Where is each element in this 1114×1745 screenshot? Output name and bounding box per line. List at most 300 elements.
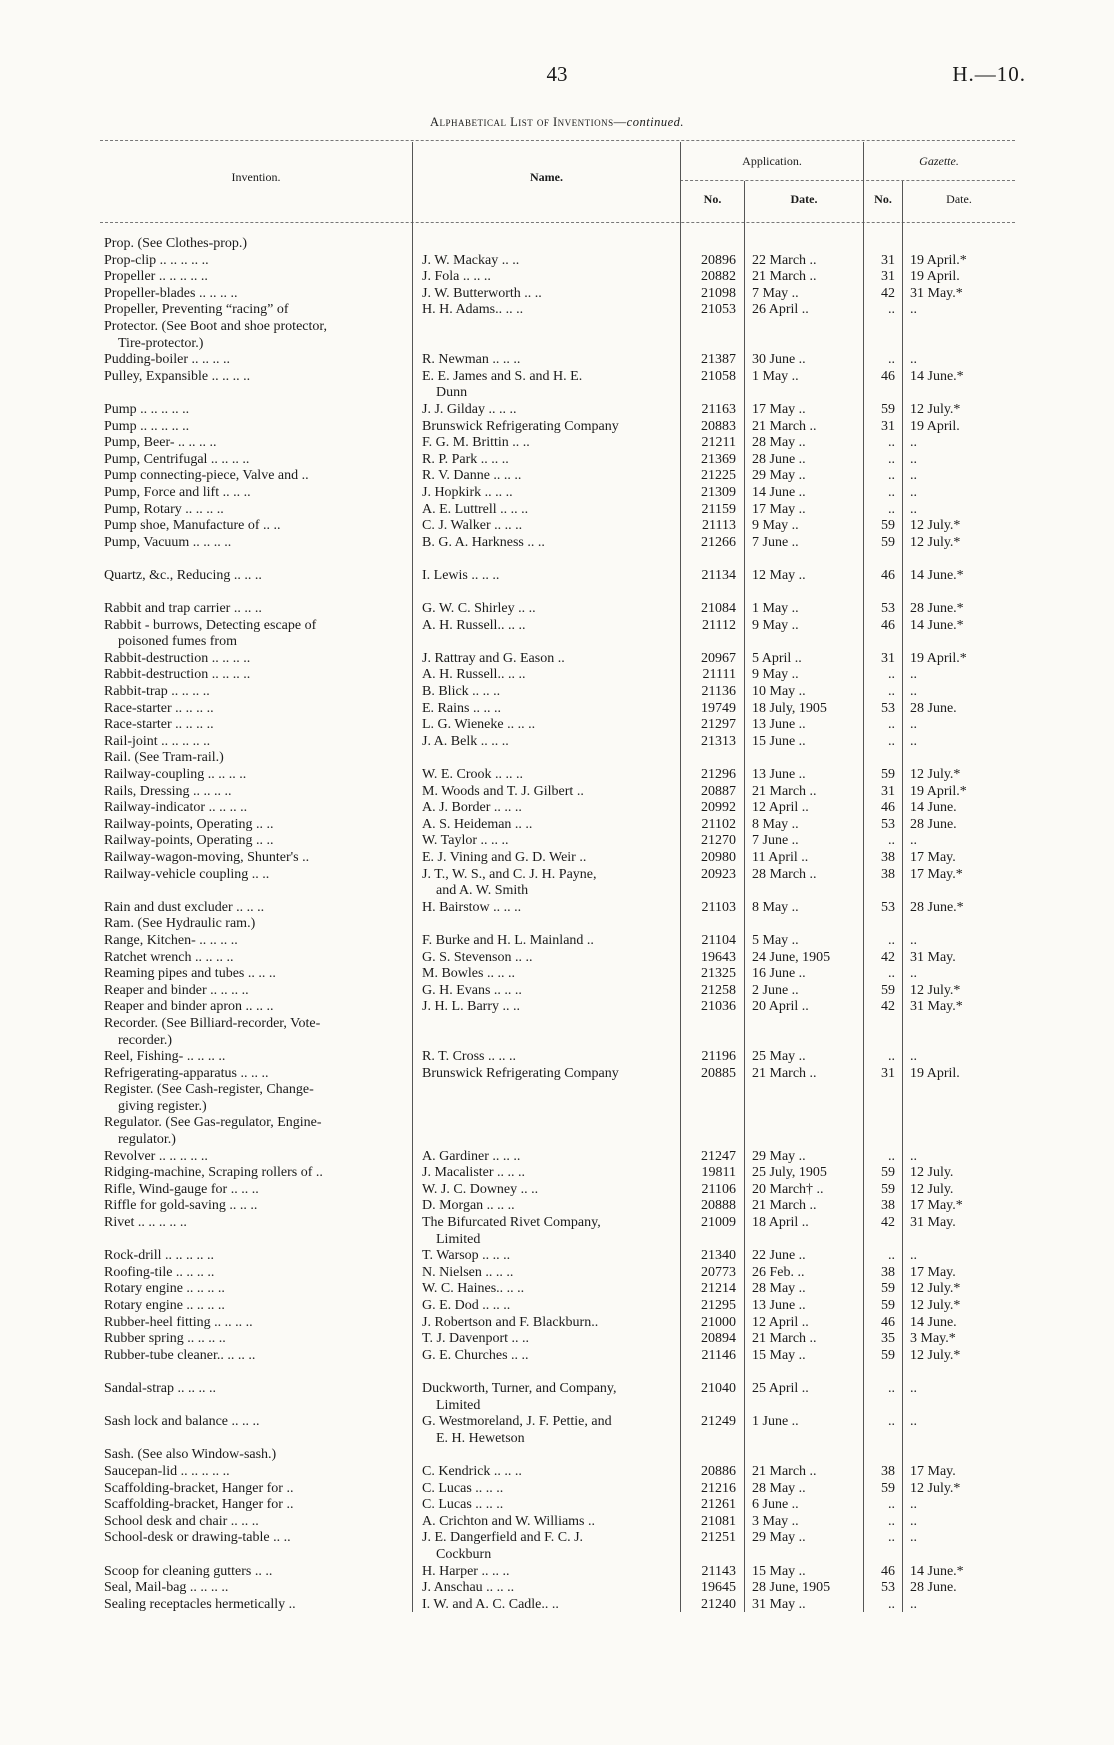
application-date-cell: 5 May .. <box>752 932 799 948</box>
table-row <box>0 419 1114 436</box>
gazette-number-cell: 42 <box>881 999 895 1015</box>
gazette-number-cell: 35 <box>881 1331 895 1347</box>
invention-cell: Refrigerating-apparatus .. .. .. <box>104 1065 269 1081</box>
application-date-cell: 7 May .. <box>752 285 799 301</box>
gazette-number-cell: 53 <box>881 899 895 915</box>
application-number-cell: 20888 <box>701 1198 736 1214</box>
application-date-cell: 10 May .. <box>752 684 806 700</box>
invention-cell: Railway-points, Operating .. .. <box>104 833 274 849</box>
name-cell: J. H. L. Barry .. .. <box>422 999 520 1015</box>
gazette-date-cell: .. <box>910 733 917 749</box>
invention-cell: Pudding-boiler .. .. .. .. <box>104 352 230 368</box>
gazette-date-cell: .. <box>910 1414 917 1430</box>
table-row <box>0 385 1114 402</box>
application-number-cell: 19643 <box>701 949 736 965</box>
application-date-cell: 12 May .. <box>752 567 806 583</box>
invention-cell: Race-starter .. .. .. .. <box>104 700 214 716</box>
gazette-date-cell: 12 July.* <box>910 767 961 782</box>
table-row <box>0 1082 1114 1099</box>
gazette-date-cell: 17 May.* <box>910 1198 963 1214</box>
invention-cell: Saucepan-lid .. .. .. .. .. <box>104 1463 230 1479</box>
gazette-number-cell: .. <box>888 1513 895 1529</box>
gazette-date-cell: .. <box>910 1497 917 1513</box>
application-date-cell: 21 March .. <box>752 1065 817 1081</box>
invention-cell: Race-starter .. .. .. .. <box>104 717 214 733</box>
invention-cell: Reaper and binder .. .. .. .. <box>104 982 249 998</box>
application-number-cell: 21111 <box>702 667 736 683</box>
application-date-cell: 8 May .. <box>752 899 799 915</box>
gazette-date-cell: 19 April. <box>910 1065 960 1081</box>
gazette-date-cell: 19 April.* <box>910 783 967 799</box>
application-date-cell: 13 June .. <box>752 1298 806 1313</box>
application-number-cell: 21196 <box>701 1049 736 1065</box>
gazette-date-cell: 12 July.* <box>910 401 961 417</box>
name-cell: R. V. Danne .. .. .. <box>422 468 522 484</box>
table-row <box>0 1298 1114 1315</box>
application-date-cell: 28 May .. <box>752 435 806 451</box>
application-date-cell: 22 March .. <box>752 252 817 268</box>
application-date-cell: 21 March .. <box>752 1198 817 1214</box>
application-number-cell: 21247 <box>701 1148 736 1164</box>
invention-cell: Prop. (See Clothes-prop.) <box>104 236 248 251</box>
application-date-cell: 17 May .. <box>752 401 806 417</box>
application-date-cell: 15 June .. <box>752 733 806 749</box>
application-date-cell: 20 March† .. <box>752 1181 824 1197</box>
title-continued: continued. <box>626 115 685 129</box>
gazette-number-cell: .. <box>888 1148 895 1164</box>
name-cell: C. Lucas .. .. .. <box>422 1480 504 1496</box>
application-date-cell: 21 March .. <box>752 1331 817 1347</box>
table-row <box>0 535 1114 552</box>
table-row <box>0 601 1114 618</box>
table-row <box>0 1281 1114 1298</box>
table-row <box>0 1265 1114 1282</box>
name-cell: Limited <box>436 1231 481 1247</box>
gazette-number-cell: 59 <box>881 401 895 417</box>
gazette-date-cell: 12 July. <box>910 1165 954 1181</box>
name-cell: J. Macalister .. .. .. <box>422 1165 526 1181</box>
gazette-number-cell: 59 <box>881 1181 895 1197</box>
application-date-cell: 28 June .. <box>752 451 806 467</box>
gazette-date-cell: 12 July.* <box>910 518 961 534</box>
table-row <box>0 1497 1114 1514</box>
gazette-date-cell: .. <box>910 435 917 451</box>
gazette-date-cell: .. <box>910 1049 917 1065</box>
invention-cell: Railway-vehicle coupling .. .. <box>104 866 270 882</box>
invention-cell: Railway-points, Operating .. .. <box>104 816 274 832</box>
application-date-cell: 22 June .. <box>752 1248 806 1264</box>
application-date-cell: 9 May .. <box>752 617 799 633</box>
name-cell: H. Harper .. .. .. <box>422 1563 510 1579</box>
name-cell: G. W. C. Shirley .. .. <box>422 601 536 617</box>
table-row <box>0 1597 1114 1614</box>
table-row <box>0 1049 1114 1066</box>
name-cell: J. Rattray and G. Eason .. <box>422 650 565 666</box>
table-row <box>0 369 1114 386</box>
header-bottom-rule <box>100 222 1015 223</box>
header-gaz-no: No. <box>874 192 892 206</box>
application-date-cell: 21 March .. <box>752 269 817 285</box>
table-row <box>0 1431 1114 1448</box>
header-application: Application. <box>742 154 802 168</box>
application-number-cell: 20992 <box>701 800 736 816</box>
application-date-cell: 29 May .. <box>752 1148 806 1164</box>
table-row <box>0 1099 1114 1116</box>
name-cell: E. E. James and S. and H. E. <box>422 368 583 384</box>
gazette-date-cell: 12 July. <box>910 1181 954 1197</box>
application-number-cell: 21104 <box>701 932 736 948</box>
gazette-number-cell: .. <box>888 501 895 517</box>
name-cell: G. H. Evans .. .. .. <box>422 982 522 998</box>
gazette-number-cell: 42 <box>881 949 895 965</box>
gazette-date-cell: .. <box>910 468 917 484</box>
table-row <box>0 452 1114 469</box>
application-number-cell: 21251 <box>701 1530 736 1546</box>
gazette-date-cell: 14 June.* <box>910 567 964 583</box>
name-cell: B. G. A. Harkness .. .. <box>422 534 545 550</box>
gazette-date-cell: 14 June. <box>910 800 957 816</box>
table-row <box>0 568 1114 585</box>
application-number-cell: 21249 <box>701 1414 736 1430</box>
invention-cell: Roofing-tile .. .. .. .. <box>104 1264 215 1280</box>
name-cell: J. A. Belk .. .. .. <box>422 733 509 749</box>
name-cell: A. Crichton and W. Williams .. <box>422 1513 596 1529</box>
gazette-number-cell: 38 <box>881 1463 895 1479</box>
table-row <box>0 1547 1114 1564</box>
gazette-date-cell: 28 June.* <box>910 899 964 915</box>
table-row <box>0 253 1114 270</box>
name-cell: J. T., W. S., and C. J. H. Payne, <box>422 866 597 882</box>
application-date-cell: 26 April .. <box>752 302 809 318</box>
application-number-cell: 21313 <box>701 733 736 749</box>
gazette-number-cell: 38 <box>881 1264 895 1280</box>
invention-cell: Rivet .. .. .. .. .. <box>104 1215 187 1231</box>
table-row <box>0 750 1114 767</box>
invention-cell: Ratchet wrench .. .. .. .. <box>104 949 234 965</box>
invention-cell: Pump, Beer- .. .. .. .. <box>104 435 217 451</box>
table-row <box>0 950 1114 967</box>
gazette-date-cell: 12 July.* <box>910 534 961 550</box>
table-row <box>0 784 1114 801</box>
application-number-cell: 20923 <box>701 866 736 882</box>
table-row <box>0 900 1114 917</box>
gazette-number-cell: 46 <box>881 1563 895 1579</box>
invention-cell: Quartz, &c., Reducing .. .. .. <box>104 567 262 583</box>
table-row <box>0 1464 1114 1481</box>
invention-cell: Reaper and binder apron .. .. .. <box>104 999 274 1015</box>
table-row <box>0 468 1114 485</box>
application-number-cell: 20883 <box>701 418 736 434</box>
application-date-cell: 5 April .. <box>752 650 802 666</box>
invention-cell: Rabbit-trap .. .. .. .. <box>104 684 210 700</box>
gazette-date-cell: 12 July.* <box>910 1480 961 1496</box>
application-number-cell: 21146 <box>701 1347 736 1363</box>
application-number-cell: 20885 <box>701 1065 736 1081</box>
gazette-date-cell: .. <box>910 833 917 849</box>
application-number-cell: 21113 <box>702 518 736 534</box>
table-row <box>0 1447 1114 1464</box>
application-number-cell: 21106 <box>701 1181 736 1197</box>
gazette-date-cell: 19 April. <box>910 269 960 285</box>
gazette-date-cell: .. <box>910 966 917 982</box>
invention-cell: Rail-joint .. .. .. .. .. <box>104 733 211 749</box>
application-date-cell: 2 June .. <box>752 982 799 998</box>
invention-cell: Rubber-heel fitting .. .. .. .. <box>104 1314 253 1330</box>
application-number-cell: 21098 <box>701 285 736 301</box>
page-number: 43 <box>546 62 568 86</box>
gazette-number-cell: 31 <box>881 1065 895 1081</box>
invention-cell: Pump, Vacuum .. .. .. .. <box>104 534 232 550</box>
invention-cell: Reaming pipes and tubes .. .. .. <box>104 966 276 982</box>
table-row <box>0 817 1114 834</box>
name-cell: C. Lucas .. .. .. <box>422 1497 504 1513</box>
invention-cell: Rotary engine .. .. .. .. <box>104 1298 225 1313</box>
name-cell: and A. W. Smith <box>436 883 529 899</box>
name-cell: I. Lewis .. .. .. <box>422 567 500 583</box>
header-top-rule <box>100 140 1015 141</box>
name-cell: Limited <box>436 1397 481 1413</box>
gazette-date-cell: .. <box>910 717 917 733</box>
application-number-cell: 21216 <box>701 1480 736 1496</box>
application-number-cell: 21211 <box>701 435 736 451</box>
gazette-number-cell: .. <box>888 966 895 982</box>
table-row <box>0 1182 1114 1199</box>
table-row <box>0 651 1114 668</box>
application-number-cell: 20886 <box>701 1463 736 1479</box>
application-date-cell: 24 June, 1905 <box>752 949 831 965</box>
table-row <box>0 999 1114 1016</box>
application-date-cell: 18 July, 1905 <box>752 700 827 716</box>
gazette-date-cell: 17 May.* <box>910 866 963 882</box>
application-number-cell: 21240 <box>701 1596 736 1612</box>
application-date-cell: 6 June .. <box>752 1497 799 1513</box>
table-row <box>0 1514 1114 1531</box>
header-app-date: Date. <box>790 192 818 206</box>
gazette-date-cell: 14 June.* <box>910 368 964 384</box>
document-reference: H.—10. <box>952 62 1026 86</box>
gazette-number-cell: .. <box>888 1596 895 1612</box>
table-row <box>0 551 1114 568</box>
application-number-cell: 21297 <box>701 717 736 733</box>
name-cell: W. Taylor .. .. .. <box>422 833 509 849</box>
gazette-number-cell: 59 <box>881 767 895 782</box>
gazette-date-cell: .. <box>910 451 917 467</box>
gazette-number-cell: 46 <box>881 617 895 633</box>
invention-cell: Rotary engine .. .. .. .. <box>104 1281 225 1297</box>
gazette-number-cell: 31 <box>881 269 895 285</box>
application-number-cell: 21387 <box>701 352 736 368</box>
application-date-cell: 17 May .. <box>752 501 806 517</box>
name-cell: J. E. Dangerfield and F. C. J. <box>422 1530 584 1546</box>
gazette-number-cell: 31 <box>881 650 895 666</box>
name-cell: C. J. Walker .. .. .. <box>422 518 523 534</box>
invention-cell: Tire-protector.) <box>118 335 204 351</box>
invention-cell: Propeller, Preventing “racing” of <box>104 302 289 318</box>
invention-cell: Scaffolding-bracket, Hanger for .. <box>104 1480 294 1496</box>
table-row <box>0 850 1114 867</box>
application-date-cell: 9 May .. <box>752 518 799 534</box>
header-gazette: Gazette. <box>919 154 959 168</box>
table-row <box>0 502 1114 519</box>
name-cell: H. H. Adams.. .. .. <box>422 302 524 318</box>
gazette-number-cell: 59 <box>881 982 895 998</box>
gazette-date-cell: 14 June.* <box>910 1563 964 1579</box>
gazette-number-cell: .. <box>888 717 895 733</box>
application-number-cell: 21225 <box>701 468 736 484</box>
gazette-number-cell: 53 <box>881 700 895 716</box>
application-number-cell: 21295 <box>701 1298 736 1313</box>
invention-cell: Rabbit-destruction .. .. .. .. <box>104 650 251 666</box>
name-cell: R. T. Cross .. .. .. <box>422 1049 516 1065</box>
application-number-cell: 21058 <box>701 368 736 384</box>
gazette-number-cell: .. <box>888 484 895 500</box>
table-row <box>0 634 1114 651</box>
table-row <box>0 916 1114 933</box>
name-cell: N. Nielsen .. .. .. <box>422 1264 514 1280</box>
invention-cell: Seal, Mail-bag .. .. .. .. <box>104 1580 229 1596</box>
invention-cell: Register. (See Cash-register, Change- <box>104 1082 314 1098</box>
invention-cell: Pump, Force and lift .. .. .. <box>104 484 251 500</box>
invention-cell: Railway-indicator .. .. .. .. <box>104 800 248 816</box>
name-cell: J. Robertson and F. Blackburn.. <box>422 1314 599 1330</box>
gazette-date-cell: 31 May. <box>910 1215 956 1231</box>
gazette-date-cell: .. <box>910 1513 917 1529</box>
table-row <box>0 1348 1114 1365</box>
name-cell: J. Fola .. .. .. <box>422 269 491 285</box>
table-row <box>0 1481 1114 1498</box>
gazette-date-cell: .. <box>910 667 917 683</box>
table-row <box>0 1215 1114 1232</box>
name-cell: M. Woods and T. J. Gilbert .. <box>422 783 584 799</box>
table-row <box>0 1132 1114 1149</box>
table-row <box>0 584 1114 601</box>
gazette-number-cell: 38 <box>881 849 895 865</box>
application-date-cell: 20 April .. <box>752 999 809 1015</box>
table-row <box>0 1198 1114 1215</box>
table-row <box>0 684 1114 701</box>
gazette-date-cell: .. <box>910 684 917 700</box>
table-row <box>0 1033 1114 1050</box>
table-row <box>0 402 1114 419</box>
name-cell: G. E. Churches .. .. <box>422 1347 529 1363</box>
gazette-date-cell: 28 June. <box>910 700 957 716</box>
invention-cell: Sash lock and balance .. .. .. <box>104 1414 260 1430</box>
application-date-cell: 16 June .. <box>752 966 806 982</box>
gazette-date-cell: 31 May. <box>910 949 956 965</box>
inventions-table-body <box>0 236 1114 1613</box>
name-cell: A. J. Border .. .. .. <box>422 800 522 816</box>
table-row <box>0 269 1114 286</box>
application-number-cell: 21163 <box>701 401 736 417</box>
invention-cell: Rifle, Wind-gauge for .. .. .. <box>104 1181 259 1197</box>
header-gaz-date: Date. <box>946 192 972 206</box>
table-row <box>0 1530 1114 1547</box>
table-row <box>0 1248 1114 1265</box>
application-number-cell: 21270 <box>701 833 736 849</box>
gazette-number-cell: .. <box>888 1248 895 1264</box>
gazette-number-cell: .. <box>888 468 895 484</box>
invention-cell: Pump .. .. .. .. .. <box>104 418 190 434</box>
invention-cell: Recorder. (See Billiard-recorder, Vote- <box>104 1015 321 1031</box>
gazette-number-cell: .. <box>888 1380 895 1396</box>
name-cell: T. J. Davenport .. .. <box>422 1331 530 1347</box>
table-row <box>0 1115 1114 1132</box>
invention-cell: giving register.) <box>118 1098 207 1114</box>
gazette-number-cell: 46 <box>881 1314 895 1330</box>
name-cell: E. H. Hewetson <box>436 1430 525 1446</box>
invention-cell: Revolver .. .. .. .. .. <box>104 1148 208 1164</box>
gazette-date-cell: 17 May. <box>910 1264 956 1280</box>
gazette-number-cell: 59 <box>881 1298 895 1313</box>
application-date-cell: 15 May .. <box>752 1347 806 1363</box>
application-date-cell: 31 May .. <box>752 1596 806 1612</box>
application-date-cell: 11 April .. <box>752 849 809 865</box>
application-date-cell: 18 April .. <box>752 1215 809 1231</box>
gazette-number-cell: .. <box>888 1530 895 1546</box>
application-number-cell: 20894 <box>701 1331 736 1347</box>
invention-cell: Pump shoe, Manufacture of .. .. <box>104 518 281 534</box>
gazette-date-cell: 3 May.* <box>910 1331 956 1347</box>
gazette-number-cell: .. <box>888 733 895 749</box>
gazette-date-cell: .. <box>910 501 917 517</box>
application-date-cell: 14 June .. <box>752 484 806 500</box>
application-number-cell: 21309 <box>701 484 736 500</box>
gazette-number-cell: 31 <box>881 783 895 799</box>
name-cell: Brunswick Refrigerating Company <box>422 1065 619 1081</box>
gazette-date-cell: 12 July.* <box>910 982 961 998</box>
name-cell: A. H. Russell.. .. .. <box>422 617 526 633</box>
gazette-number-cell: 59 <box>881 518 895 534</box>
gazette-number-cell: .. <box>888 1414 895 1430</box>
invention-cell: Protector. (See Boot and shoe protector, <box>104 318 327 334</box>
application-number-cell: 21159 <box>701 501 736 517</box>
application-number-cell: 21081 <box>701 1513 736 1529</box>
application-date-cell: 29 May .. <box>752 468 806 484</box>
invention-cell: Scoop for cleaning gutters .. .. <box>104 1563 273 1579</box>
gazette-date-cell: 12 July.* <box>910 1281 961 1297</box>
gazette-number-cell: .. <box>888 932 895 948</box>
table-row <box>0 734 1114 751</box>
name-cell: R. Newman .. .. .. <box>422 352 521 368</box>
application-number-cell: 21266 <box>701 534 736 550</box>
invention-cell: Rain and dust excluder .. .. .. <box>104 899 265 915</box>
name-cell: G. Westmoreland, J. F. Pettie, and <box>422 1414 612 1430</box>
name-cell: E. J. Vining and G. D. Weir .. <box>422 849 587 865</box>
invention-cell: Range, Kitchen- .. .. .. .. <box>104 932 238 948</box>
application-number-cell: 21325 <box>701 966 736 982</box>
gazette-date-cell: 12 July.* <box>910 1298 961 1313</box>
application-number-cell: 21340 <box>701 1248 736 1264</box>
name-cell: A. E. Luttrell .. .. .. <box>422 501 529 517</box>
gazette-number-cell: 42 <box>881 1215 895 1231</box>
invention-cell: Prop-clip .. .. .. .. .. <box>104 252 209 268</box>
gazette-date-cell: 19 April.* <box>910 252 967 268</box>
gazette-date-cell: 19 April.* <box>910 650 967 666</box>
name-cell: J. W. Mackay .. .. <box>422 252 520 268</box>
name-cell: W. E. Crook .. .. .. <box>422 767 523 782</box>
application-number-cell: 21112 <box>702 617 736 633</box>
application-date-cell: 26 Feb. .. <box>752 1264 805 1280</box>
gazette-date-cell: 19 April. <box>910 418 960 434</box>
name-cell: H. Bairstow .. .. .. <box>422 899 522 915</box>
application-number-cell: 21000 <box>701 1314 736 1330</box>
name-cell: Cockburn <box>436 1546 492 1562</box>
invention-cell: Rabbit and trap carrier .. .. .. <box>104 601 262 617</box>
name-cell: D. Morgan .. .. .. <box>422 1198 515 1214</box>
application-number-cell: 21053 <box>701 302 736 318</box>
application-date-cell: 30 June .. <box>752 352 806 368</box>
gazette-date-cell: 28 June. <box>910 1580 957 1596</box>
